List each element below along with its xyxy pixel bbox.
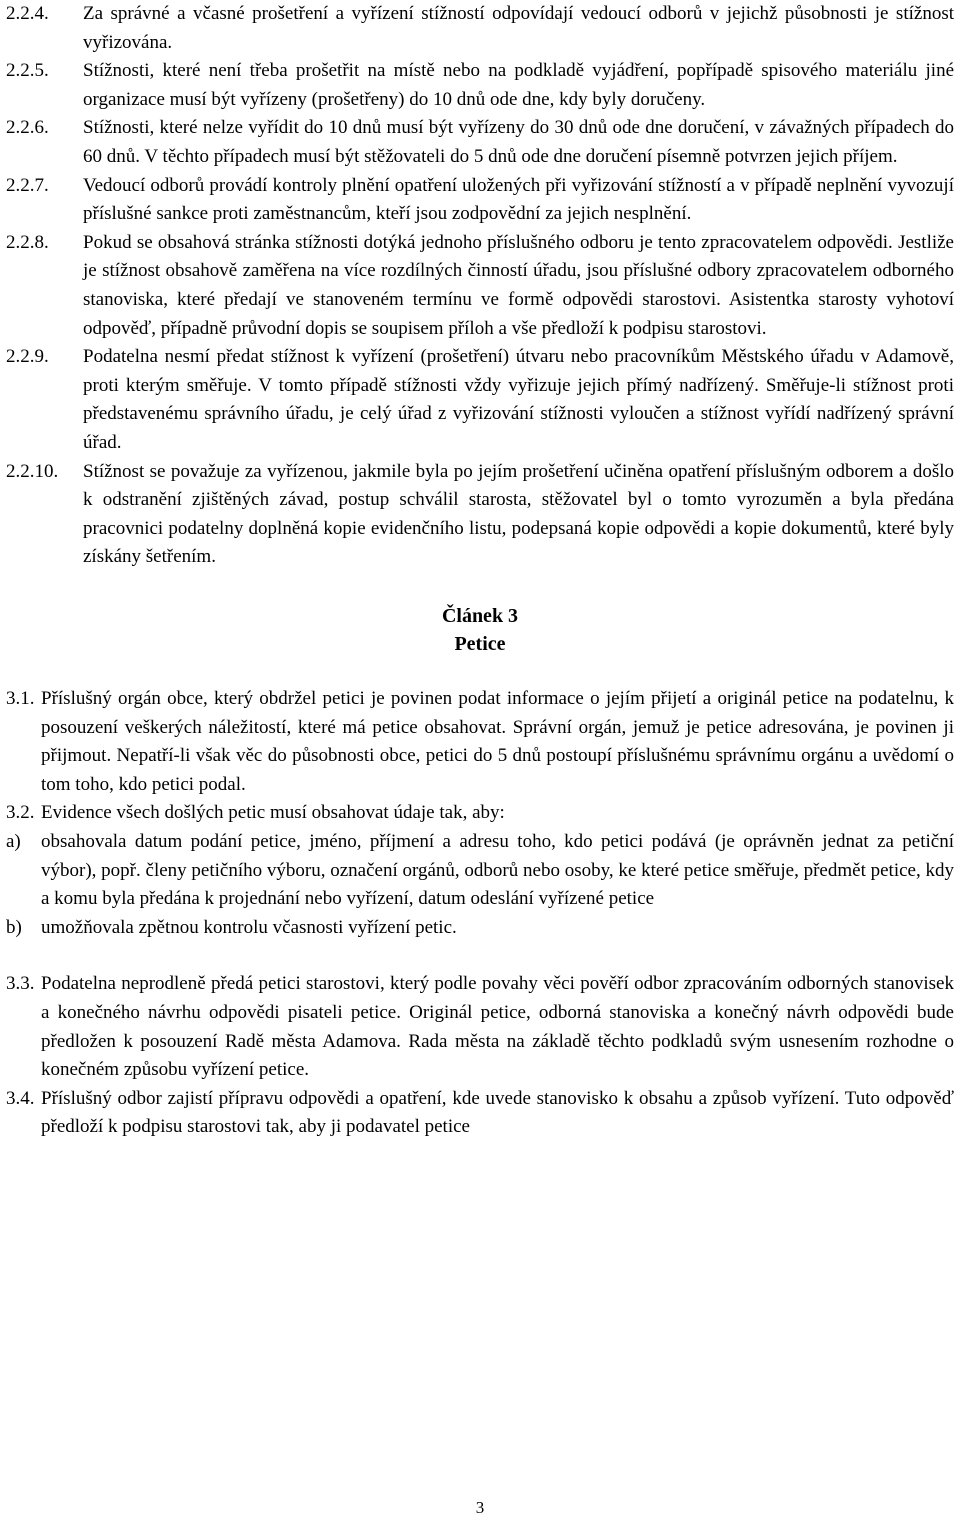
paragraph-text: Příslušný odbor zajistí přípravu odpovědi a opatření, kde uvede stanovisko k obsahu a způsob vyřízení. Tuto odpověď předloží k podpisu starostovi tak, aby ji podavatel petice (41, 1087, 954, 1138)
paragraph-text: Evidence všech došlých petic musí obsahovat údaje tak, aby: (41, 802, 505, 824)
document-page (6, 0, 954, 1142)
list-item-text: obsahovala datum podání petice, jméno, příjmení a adresu toho, kdo petici podává (je oprávněn jednat za petiční výbor), popř. členy petičního výboru, označení orgánů, odborů nebo osoby, ke které petice směřuje, předmět petice, kdy a komu byla předána k projednání nebo vyřízení, datum odeslání vyřízené petice (41, 831, 954, 910)
list-item-a (6, 828, 954, 914)
paragraph-text: Za správné a včasné prošetření a vyřízení stížností odpovídají vedoucí odborů v jejichž působnosti je stížnost vyřizována. (83, 3, 954, 53)
paragraph-text: Stížnosti, které nelze vyřídit do 10 dnů musí být vyřízeny do 30 dnů ode dne doručení, v závažných případech do 60 dnů. V těchto případech musí být stěžovateli do 5 dnů ode dne doručení písemně potvrzen jejich příjem. (83, 117, 954, 167)
paragraph-2-2-6 (6, 114, 954, 171)
paragraph-2-2-5 (6, 57, 954, 114)
paragraph-3-3 (6, 970, 954, 1084)
article-number: Článek 3 (441, 604, 519, 627)
paragraph-number: 2.2.4. (6, 3, 49, 24)
paragraph-2-2-7 (6, 172, 954, 229)
page-number: 3 (475, 1498, 485, 1517)
list-item-b (6, 914, 954, 943)
list-marker: a) (6, 831, 21, 853)
article-title: Petice (454, 633, 506, 656)
paragraph-3-1 (6, 685, 954, 799)
paragraph-3-4 (6, 1085, 954, 1142)
paragraph-number: 2.2.8. (6, 231, 49, 253)
list-marker: b) (6, 916, 22, 938)
paragraph-number: 2.2.9. (6, 346, 49, 368)
paragraph-number: 3.1. (6, 688, 35, 710)
paragraph-number: 3.2. (6, 802, 35, 824)
list-item-text: umožňovala zpětnou kontrolu včasnosti vyřízení petic. (41, 916, 457, 938)
paragraph-text: Vedoucí odborů provádí kontroly plnění opatření uložených při vyřizování stížností a v případě neplnění vyvozují příslušné sankce proti zaměstnancům, kteří jsou zodpovědní za jejich nesplnění. (83, 174, 954, 225)
paragraph-3-2 (6, 799, 954, 828)
paragraph-number: 2.2.6. (6, 117, 49, 139)
paragraph-number: 2.2.7. (6, 174, 49, 196)
section-2-2-paragraphs (6, 0, 954, 572)
paragraph-number: 2.2.10. (6, 460, 59, 482)
paragraph-number: 2.2.5. (6, 60, 49, 82)
paragraph-text: Stížnost se považuje za vyřízenou, jakmile byla po jejím prošetření učiněna opatření příslušným odborem a došlo k odstranění zjištěných závad, postup schválil starosta, stěžovatel byl o tomto vyrozuměn a byla předána pracovnici podatelny doplněná kopie evidenčního listu, podepsaná kopie odpovědi a kopie dokumentů, které byly získány šetřením. (83, 460, 954, 568)
paragraph-2-2-10 (6, 458, 954, 572)
paragraph-text: Podatelna nesmí předat stížnost k vyřízení (prošetření) útvaru nebo pracovníkům Městského úřadu v Adamově, proti kterým směřuje. V tomto případě stížnosti vždy vyřizuje jejich přímý nadřízený. Směřuje-li stížnost proti představenému správního úřadu, je celý úřad z vyřizování stížnosti vyloučen a stížnost vyřídí nadřízený správní úřad. (83, 346, 954, 453)
paragraph-number: 3.4. (6, 1087, 35, 1109)
section-3-paragraphs (6, 685, 954, 1142)
paragraph-text: Příslušný orgán obce, který obdržel petici je povinen podat informace o jejím přijetí a originál petice na podatelnu, k posouzení veškerých náležitostí, které má petice obsahovat. Správní orgán, jemuž je petice adresována, je povinen ji přijmout. Nepatří-li však věc do působnosti obce, petici do 5 dnů postoupí příslušnému správnímu orgánu a uvědomí o tom toho, kdo petici podal. (41, 688, 954, 795)
paragraph-text: Stížnosti, které není třeba prošetřit na místě nebo na podkladě vyjádření, popřípadě spisového materiálu jiné organizace musí být vyřízeny (prošetřeny) do 10 dnů ode dne, kdy byly doručeny. (83, 60, 954, 110)
paragraph-text: Podatelna neprodleně předá petici starostovi, který podle povahy věci pověří odbor zpracováním odborných stanovisek a konečného návrhu odpovědi pisateli petice. Originál petice, odborná stanoviska a konečný návrh odpovědi bude předložen k posouzení Radě města Adamova. Rada města na základě těchto podkladů svým usnesením rozhodne o konečném způsobu vyřízení petice. (41, 973, 954, 1081)
paragraph-text: Pokud se obsahová stránka stížnosti dotýká jednoho příslušného odboru je tento zpracovatelem odpovědi. Jestliže je stížnost obsahově zaměřena na více rozdílných činností úřadu, jsou příslušné odbory zpracovatelem odborného stanoviska, které předají ve stanoveném termínu ve formě odpovědi starostovi. Asistentka starosty vyhotoví odpověď, případně průvodní dopis se soupisem příloh a vše předloží k podpisu starostovi. (83, 231, 954, 339)
paragraph-number: 3.3. (6, 973, 35, 995)
paragraph-2-2-8 (6, 229, 954, 343)
paragraph-2-2-9 (6, 343, 954, 457)
article-heading (6, 602, 954, 659)
paragraph-2-2-4 (6, 0, 954, 57)
